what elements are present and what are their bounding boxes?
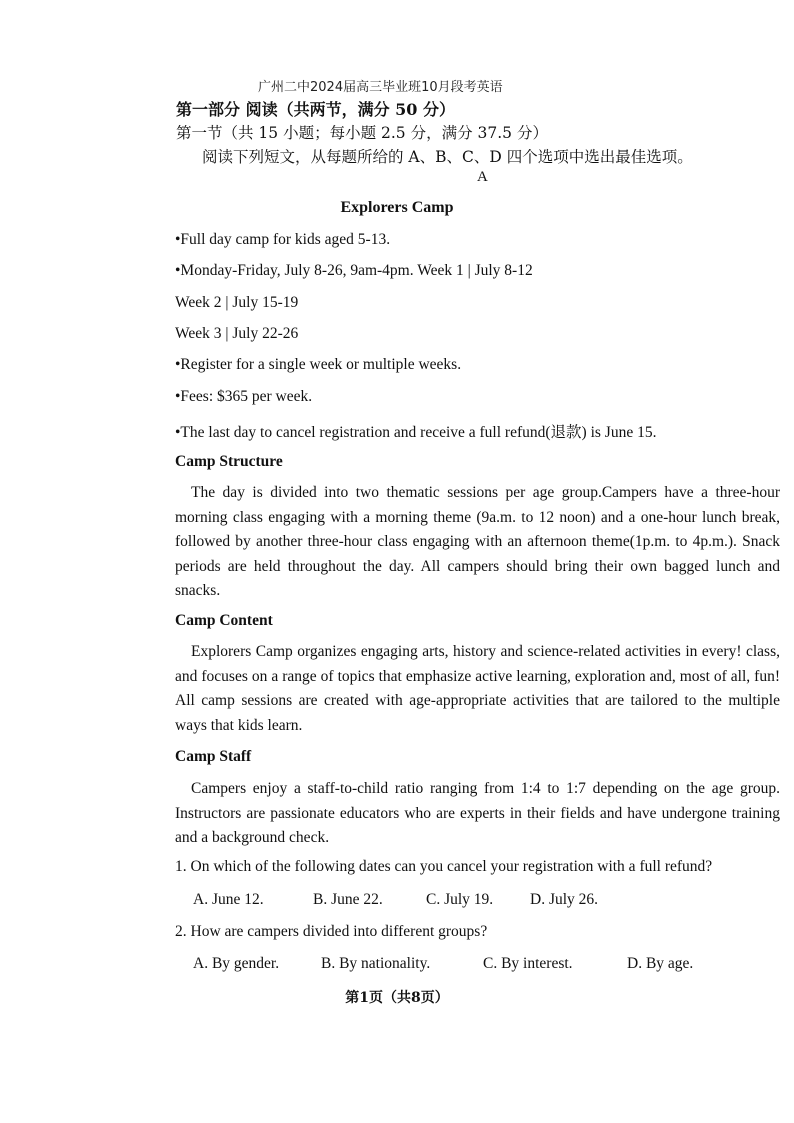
question-1-option-c: C. July 19. [426, 891, 494, 908]
info-line-fees: •Fees: $365 per week. [175, 388, 313, 405]
passage-letter: A [477, 169, 488, 185]
part-title: 第一部分 阅读（共两节，满分 50 分） [176, 100, 455, 119]
info-line-week2: Week 2 | July 15-19 [175, 294, 299, 311]
camp-content-heading: Camp Content [175, 612, 273, 629]
question-1-option-d: D. July 26. [530, 891, 599, 908]
camp-content-body: Explorers Camp organizes engaging arts, history and science-related activities in every! class, and focuses on a range of topics that emphasize active learning, exploration and, most of all, fun! All camp sessions are created with age-appropriate activities that are tailored to the multiple ways that kids learn. [175, 643, 780, 734]
question-1-option-a: A. June 12. [193, 891, 264, 908]
camp-staff-heading: Camp Staff [175, 748, 252, 765]
question-2-option-c: C. By interest. [483, 955, 573, 972]
instruction-text: 阅读下列短文，从每题所给的 A、B、C、D 四个选项中选出最佳选项。 [202, 148, 693, 166]
section-title: 第一节（共 15 小题；每小题 2.5 分，满分 37.5 分） [176, 124, 548, 142]
info-line-refund: •The last day to cancel registration and receive a full refund(退款) is June 15. [175, 424, 657, 441]
question-1-option-b: B. June 22. [313, 891, 383, 908]
info-line-register: •Register for a single week or multiple weeks. [175, 356, 462, 373]
passage-title: Explorers Camp [340, 199, 454, 216]
question-1-stem: 1. On which of the following dates can you cancel your registration with a full refund? [175, 858, 713, 875]
page-footer: 第1页（共8页） [345, 990, 449, 1006]
camp-structure-body: The day is divided into two thematic sessions per age group.Campers have a three-hour morning class engaging with a morning theme (9a.m. to 12 noon) and a one-hour lunch break, followed by another three-hour class engaging with an afternoon theme(1p.m. to 4p.m.). Snack periods are held throughout the day. All campers should bring their own bagged lunch and snacks. [175, 484, 780, 599]
camp-structure-heading: Camp Structure [175, 453, 283, 470]
question-2-stem: 2. How are campers divided into different groups? [175, 923, 488, 940]
info-line-age: •Full day camp for kids aged 5-13. [175, 231, 391, 248]
camp-staff-body: Campers enjoy a staff-to-child ratio ranging from 1:4 to 1:7 depending on the age group. Instructors are passionate educators who are experts in their fields and have undergone training and a background check. [175, 780, 780, 846]
info-line-dates: •Monday-Friday, July 8-26, 9am-4pm. Week 1 | July 8-12 [175, 262, 533, 279]
exam-header-note: 广州二中2024届高三毕业班10月段考英语 [258, 80, 503, 95]
question-2-option-b: B. By nationality. [321, 955, 431, 972]
info-line-week3: Week 3 | July 22-26 [175, 325, 299, 342]
question-2-option-d: D. By age. [627, 955, 694, 972]
question-2-option-a: A. By gender. [193, 955, 280, 972]
